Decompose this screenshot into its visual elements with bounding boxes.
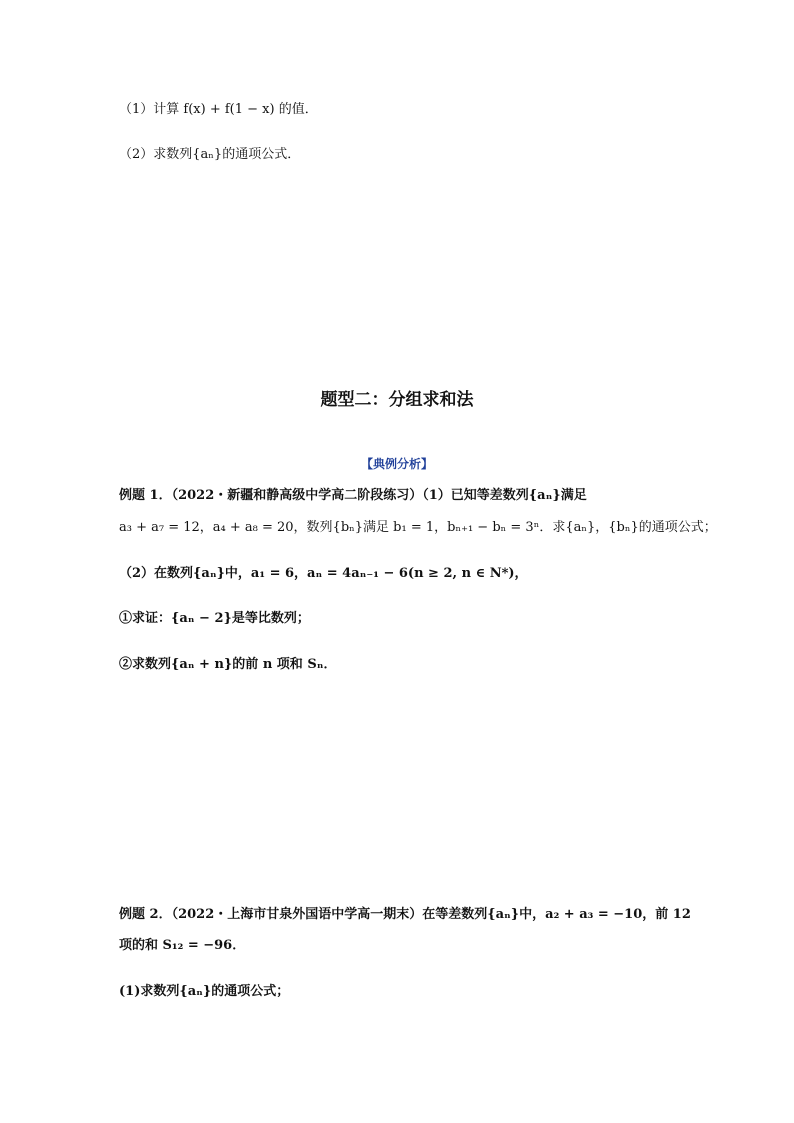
example-2-heading: 例题 2．（2022・上海市甘泉外国语中学高一期末）在等差数列{aₙ}中，a₂ + a₃ = −10，前 12 bbox=[119, 907, 691, 922]
question-part-2: （2）求数列{aₙ}的通项公式． bbox=[119, 147, 301, 162]
example-2-continuation: 项的和 S₁₂ = −96． bbox=[119, 938, 246, 953]
example-1-heading: 例题 1．（2022・新疆和静高级中学高二阶段练习）（1）已知等差数列{aₙ}满足 bbox=[119, 488, 587, 503]
example-1-part-2: （2）在数列{aₙ}中，a₁ = 6，aₙ = 4aₙ₋₁ − 6(n ≥ 2, n ∈ N*)， bbox=[119, 566, 528, 581]
section-title: 题型二：分组求和法 bbox=[320, 390, 474, 410]
example-1-sub-question-1: ①求证：{aₙ − 2}是等比数列； bbox=[119, 611, 310, 626]
example-2-question-1: (1)求数列{aₙ}的通项公式； bbox=[119, 984, 290, 999]
example-1-conditions: a₃ + a₇ = 12，a₄ + a₈ = 20，数列{bₙ}满足 b₁ = 1，bₙ₊₁ − bₙ = 3ⁿ．求{aₙ}，{bₙ}的通项公式； bbox=[119, 520, 717, 535]
example-1-sub-question-2: ②求数列{aₙ + n}的前 n 项和 Sₙ． bbox=[119, 657, 337, 672]
question-part-1: （1）计算 f(x) + f(1 − x) 的值． bbox=[119, 102, 318, 117]
example-analysis-tag: 【典例分析】 bbox=[360, 457, 433, 471]
